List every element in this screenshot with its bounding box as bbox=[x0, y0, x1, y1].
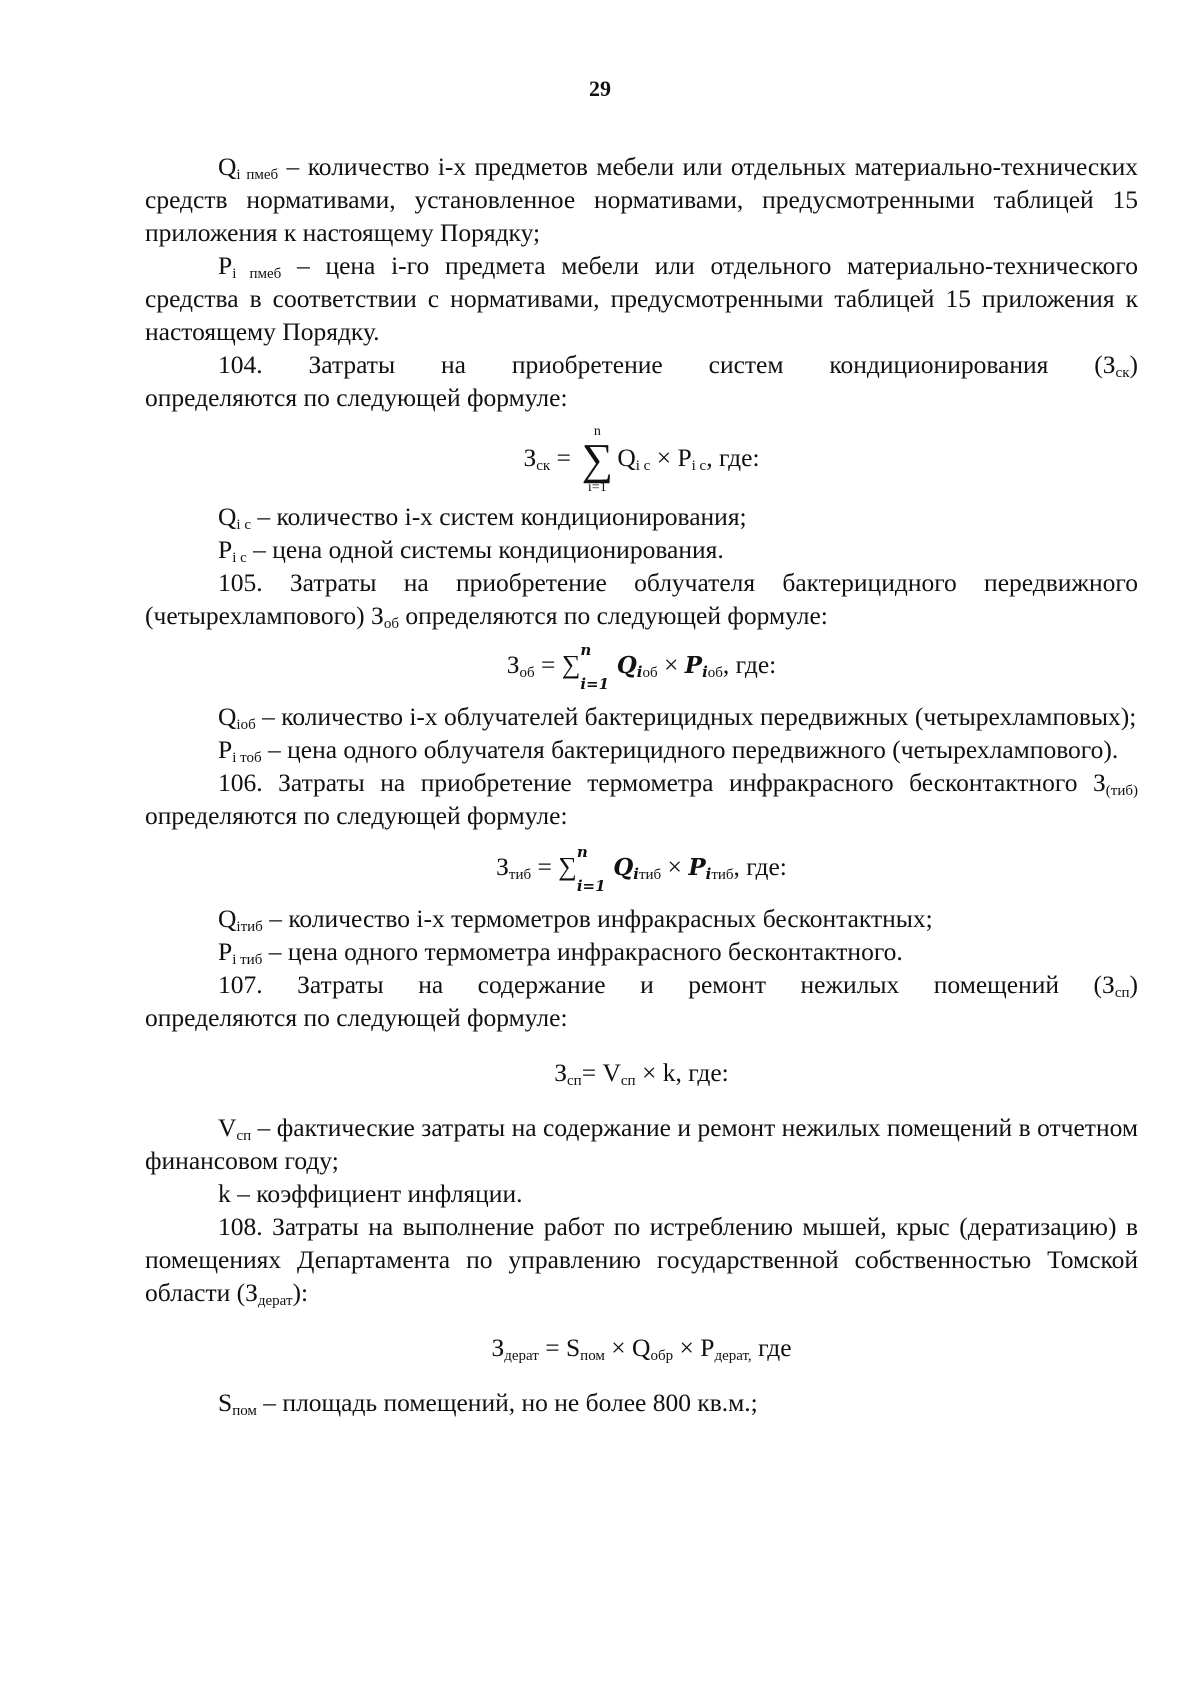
subscript: i тоб bbox=[232, 750, 262, 767]
formula-operator: = bbox=[581, 1058, 603, 1088]
sigma-glyph: ∑ bbox=[561, 650, 581, 679]
formula-term: k bbox=[662, 1058, 676, 1088]
subscript: дерат bbox=[257, 1293, 293, 1310]
formula-operator: = bbox=[534, 650, 562, 679]
formula-lhs: З bbox=[491, 1333, 505, 1363]
formula-operator: × bbox=[635, 1058, 663, 1088]
formula-operator: × bbox=[661, 852, 689, 882]
paragraph-piob bbox=[145, 733, 1138, 766]
subscript: iтиб bbox=[236, 919, 263, 936]
formula-lhs: З bbox=[554, 1058, 567, 1088]
subscript: i пмеб bbox=[236, 167, 279, 183]
paragraph-text: 108. Затраты на выполнение работ по истреблению мышей, крыс (дератизацию) в помещениях Департамента по управлению государственной собственностью Томской области (З bbox=[145, 1212, 1138, 1308]
formula-term: S bbox=[565, 1333, 581, 1363]
paragraph-pitib bbox=[145, 935, 1138, 968]
paragraph-text: – количество i-х облучателей бактерицидных передвижных (четырехламповых); bbox=[255, 702, 1137, 732]
paragraph-text: ) bbox=[1129, 970, 1138, 1000]
formula-lhs: З bbox=[506, 650, 520, 679]
subscript: i bbox=[636, 663, 643, 681]
paragraph-vsp bbox=[145, 1111, 1138, 1177]
paragraph-p-pmeb bbox=[145, 249, 1138, 348]
page-number: 29 bbox=[589, 76, 611, 101]
sum-limits: n i=1 bbox=[576, 843, 606, 896]
paragraph-text: – цена одной системы кондиционирования. bbox=[246, 535, 724, 564]
paragraph-107-line2: определяются по следующей формуле: bbox=[145, 1003, 568, 1033]
subscript: об bbox=[707, 665, 723, 681]
symbol: S bbox=[218, 1388, 233, 1418]
sum-limits: n i=1 bbox=[580, 641, 610, 694]
paragraph-qiob bbox=[145, 700, 1138, 733]
formula-term: P bbox=[684, 652, 703, 679]
paragraph-107 bbox=[145, 968, 1138, 1001]
paragraph-text: – количество i-х предметов мебели или отдельных материально-технических средств нормативами, установленное нормативами, предусмотренными таблицей 15 приложения к настоящему Порядку; bbox=[145, 152, 1138, 247]
paragraph-text: 105. Затраты на приобретение облучателя бактерицидного передвижного (четырехлампового) З bbox=[145, 568, 1138, 630]
subscript: i тиб bbox=[232, 952, 263, 969]
formula-operator: × bbox=[650, 442, 678, 472]
formula-104 bbox=[145, 424, 1138, 496]
subscript: дерат, bbox=[714, 1348, 752, 1365]
subscript: i с bbox=[691, 457, 707, 474]
subscript: (тиб) bbox=[1105, 783, 1138, 800]
formula-tail: , где: bbox=[706, 442, 760, 472]
paragraph-text: – цена i-го предмета мебели или отдельного материально-технического средства в соответствии с нормативами, предусмотренными таблицей 15 приложения к настоящему Порядку. bbox=[145, 251, 1138, 346]
sum-symbol bbox=[577, 424, 617, 496]
subscript: i bbox=[633, 865, 639, 884]
sum-lower-limit: i=1 bbox=[587, 480, 607, 495]
formula-108 bbox=[145, 1331, 1138, 1364]
formula-term: P bbox=[688, 854, 706, 882]
formula-lhs: З bbox=[523, 442, 537, 472]
formula-term: Q bbox=[616, 652, 637, 679]
document-body bbox=[145, 150, 1138, 1419]
symbol: P bbox=[218, 535, 233, 564]
sum-upper-limit: n bbox=[593, 424, 601, 439]
symbol: Q bbox=[218, 152, 237, 181]
paragraph-106 bbox=[145, 766, 1138, 832]
formula-term: Q bbox=[617, 442, 636, 472]
subscript: iоб bbox=[236, 717, 256, 734]
subscript: пом bbox=[580, 1348, 605, 1365]
formula-operator: × bbox=[657, 650, 685, 679]
formula-operator: × bbox=[604, 1333, 633, 1363]
paragraph-spom bbox=[145, 1386, 1138, 1419]
symbol: Q bbox=[218, 904, 237, 934]
paragraph-text: 107. Затраты на содержание и ремонт нежилых помещений (З bbox=[218, 970, 1115, 1000]
formula-term: V bbox=[602, 1058, 621, 1088]
formula-operator: = bbox=[550, 442, 578, 472]
paragraph-text: 106. Затраты на приобретение термометра инфракрасного бесконтактного З bbox=[218, 768, 1106, 798]
subscript: i bbox=[705, 865, 712, 884]
paragraph-text: определяются по следующей формуле: bbox=[398, 601, 828, 630]
symbol: V bbox=[218, 1113, 237, 1143]
subscript: тиб bbox=[508, 867, 532, 884]
paragraph-text: ): bbox=[292, 1278, 309, 1308]
formula-operator: = bbox=[538, 1333, 566, 1363]
paragraph-105 bbox=[145, 566, 1138, 632]
formula-term: Q bbox=[613, 854, 634, 882]
paragraph-104-line2: определяются по следующей формуле: bbox=[145, 383, 568, 412]
paragraph-text: ) bbox=[1129, 350, 1138, 379]
sigma-glyph: ∑ bbox=[581, 435, 613, 484]
subscript: сп bbox=[620, 1073, 636, 1090]
symbol: Q bbox=[218, 702, 237, 732]
subscript: пом bbox=[232, 1403, 257, 1420]
paragraph-k: k – коэффициент инфляции. bbox=[218, 1179, 523, 1209]
paragraph-text: – площадь помещений, но не более 800 кв.м.; bbox=[256, 1388, 758, 1418]
symbol: P bbox=[218, 251, 233, 280]
formula-107 bbox=[145, 1056, 1138, 1089]
paragraph-108 bbox=[145, 1210, 1138, 1309]
symbol: P bbox=[218, 937, 233, 967]
subscript: об bbox=[519, 665, 535, 681]
formula-tail: где bbox=[751, 1333, 792, 1363]
paragraph-text: – цена одного термометра инфракрасного бесконтактного. bbox=[262, 937, 903, 967]
formula-105 bbox=[145, 641, 1138, 694]
subscript: i с bbox=[635, 457, 651, 474]
subscript: сп bbox=[236, 1128, 252, 1145]
paragraph-qic bbox=[145, 500, 1138, 533]
paragraph-text: определяются по следующей формуле: bbox=[145, 801, 568, 831]
paragraph-text: – фактические затраты на содержание и ремонт нежилых помещений в отчетном финансовом году; bbox=[145, 1113, 1138, 1176]
subscript: об bbox=[642, 665, 658, 681]
paragraph-104 bbox=[145, 348, 1138, 381]
formula-term: P bbox=[677, 442, 692, 472]
subscript: i с bbox=[236, 517, 251, 533]
subscript: i с bbox=[232, 550, 247, 566]
paragraph-q-pmeb bbox=[145, 150, 1138, 249]
symbol: Q bbox=[218, 502, 237, 531]
subscript: дерат bbox=[504, 1348, 539, 1365]
paragraph-text: – цена одного облучателя бактерицидного передвижного (четырехлампового). bbox=[261, 735, 1119, 765]
formula-lhs: З bbox=[496, 852, 509, 882]
paragraph-qitib bbox=[145, 902, 1138, 935]
formula-operator: = bbox=[531, 852, 559, 882]
subscript: об bbox=[383, 616, 399, 632]
subscript: i пмеб bbox=[232, 266, 282, 282]
paragraph-text: – количество i-х систем кондиционирования; bbox=[251, 502, 747, 531]
subscript: ск bbox=[536, 457, 551, 474]
paragraph-pic bbox=[145, 533, 1138, 566]
formula-operator: × bbox=[673, 1333, 701, 1363]
formula-106 bbox=[145, 843, 1138, 896]
subscript: тиб bbox=[711, 867, 734, 884]
symbol: P bbox=[218, 735, 233, 765]
subscript: тиб bbox=[638, 867, 662, 884]
subscript: ск bbox=[1115, 365, 1130, 381]
subscript: сп bbox=[1114, 985, 1130, 1002]
formula-term: P bbox=[700, 1333, 715, 1363]
paragraph-text: – количество i-х термометров инфракрасных бесконтактных; bbox=[262, 904, 933, 934]
formula-tail: , где: bbox=[722, 650, 777, 679]
sigma-glyph: ∑ bbox=[558, 852, 577, 882]
subscript: сп bbox=[567, 1073, 582, 1090]
subscript: обр bbox=[650, 1348, 674, 1365]
paragraph-text: 104. Затраты на приобретение систем кондиционирования (З bbox=[218, 350, 1116, 379]
subscript: i bbox=[702, 663, 708, 681]
formula-tail: , где: bbox=[733, 852, 787, 882]
formula-term: Q bbox=[632, 1333, 651, 1363]
formula-tail: , где: bbox=[675, 1058, 729, 1088]
